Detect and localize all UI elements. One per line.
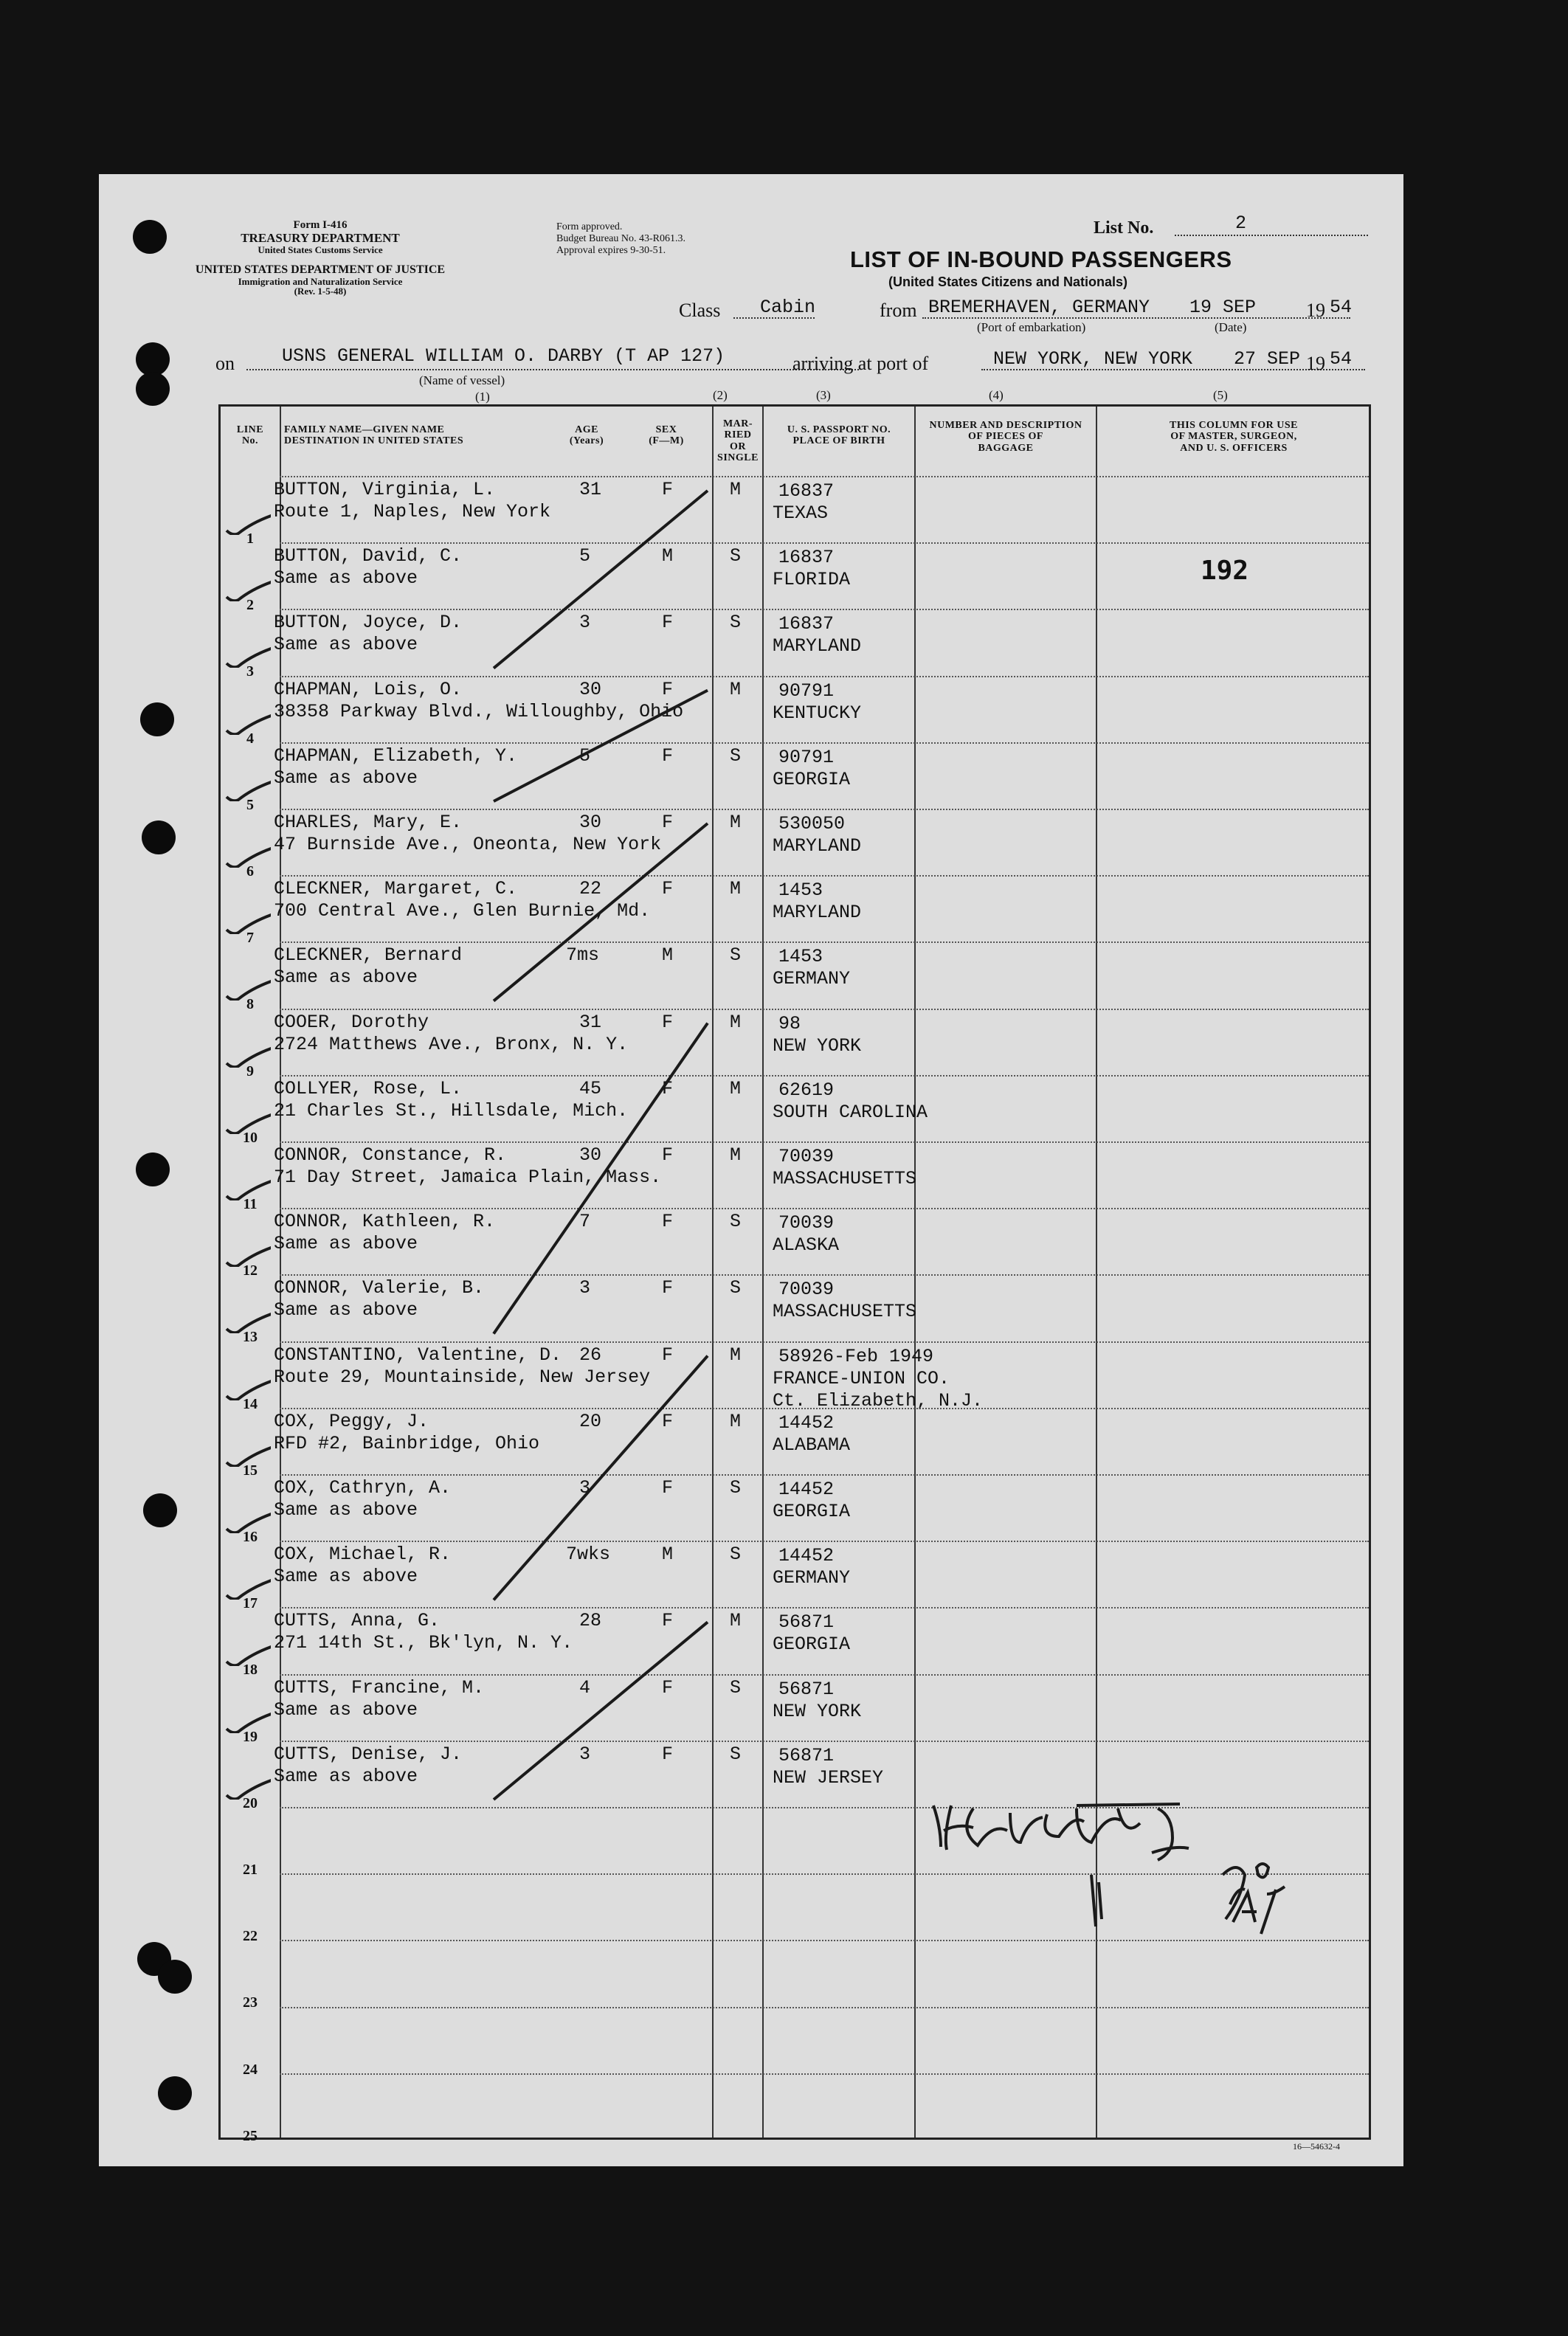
sex: F <box>662 479 674 500</box>
age: 3 <box>579 1743 591 1765</box>
age: 30 <box>579 812 602 833</box>
sex: F <box>662 1743 674 1765</box>
age: 30 <box>579 678 602 700</box>
age: 3 <box>579 612 591 634</box>
age: 5 <box>579 744 591 767</box>
place-of-birth: MARYLAND <box>773 635 862 657</box>
place-of-birth: ALABAMA <box>773 1434 851 1456</box>
form-title: LIST OF IN-BOUND PASSENGERS <box>850 246 1232 272</box>
sex: F <box>662 1011 674 1033</box>
line-number: 19 <box>243 1728 258 1745</box>
age: 3 <box>579 1477 591 1499</box>
age: 45 <box>579 1077 602 1099</box>
header-baggage: NUMBER AND DESCRIPTION OF PIECES OF BAGGAGE <box>929 420 1082 454</box>
list-no-line <box>1175 235 1368 236</box>
vessel-caption: (Name of vessel) <box>419 373 505 387</box>
place-of-birth: SOUTH CAROLINA <box>773 1101 928 1123</box>
line-number: 2 <box>246 597 254 614</box>
passport-number: 530050 <box>778 813 846 834</box>
footer-code: 16—54632-4 <box>1293 2141 1340 2152</box>
line-number: 25 <box>243 2127 258 2144</box>
passenger-name: CUTTS, Anna, G. <box>274 1610 441 1632</box>
age: 22 <box>579 878 602 900</box>
sex: M <box>662 1544 674 1566</box>
sex: F <box>662 744 674 767</box>
year-value-2: 54 <box>1330 348 1353 370</box>
sex: F <box>662 1144 674 1166</box>
arriving-label: arriving at port of <box>792 353 929 374</box>
place-of-birth: ALASKA <box>773 1234 840 1257</box>
passenger-table <box>218 404 1371 2144</box>
destination: 700 Central Ave., Glen Burnie, Md. <box>274 900 651 922</box>
place-of-birth: TEXAS <box>773 502 829 524</box>
header-married: MAR- RIED OR SINGLE <box>717 418 759 464</box>
marital-status: S <box>730 1477 742 1499</box>
marital-status: M <box>730 1410 742 1432</box>
date-caption: (Date) <box>1215 320 1247 334</box>
destination: 47 Burnside Ave., Oneonta, New York <box>274 834 662 855</box>
destination: Same as above <box>274 1699 418 1721</box>
header-sex: SEX (F—M) <box>649 424 684 447</box>
destination: Same as above <box>274 1499 418 1521</box>
sex: F <box>662 1077 674 1099</box>
sex: F <box>662 1610 674 1632</box>
vessel-name: USNS GENERAL WILLIAM O. DARBY (T AP 127) <box>282 345 725 367</box>
passport-number: 16837 <box>778 480 835 502</box>
form-number: Form I-416 <box>293 219 348 231</box>
age: 30 <box>579 1144 602 1166</box>
destination: Same as above <box>274 1566 418 1588</box>
line-number: 24 <box>243 2061 258 2078</box>
marital-status: M <box>730 812 742 833</box>
destination: Same as above <box>274 634 418 656</box>
on-label: on <box>215 353 235 374</box>
marital-status: S <box>730 744 742 767</box>
arrival-port: NEW YORK, NEW YORK <box>993 348 1193 370</box>
line-number: 12 <box>243 1262 258 1279</box>
marital-status: S <box>730 1277 742 1299</box>
passenger-name: CLECKNER, Bernard <box>274 944 463 967</box>
sex: F <box>662 1211 674 1233</box>
passenger-name: CHAPMAN, Lois, O. <box>274 678 463 700</box>
line-number: 9 <box>246 1062 254 1079</box>
year-prefix-2: 19 <box>1306 353 1325 374</box>
list-no-label: List No. <box>1094 218 1154 238</box>
punch-hole <box>140 702 174 736</box>
sex: F <box>662 1277 674 1299</box>
passport-number: 90791 <box>778 680 835 702</box>
marital-status: S <box>730 612 742 634</box>
passport-number: 1453 <box>778 946 823 968</box>
signature-mark <box>1091 1875 1102 1926</box>
punch-hole <box>136 372 170 406</box>
year-prefix: 19 <box>1306 300 1325 321</box>
destination: 2724 Matthews Ave., Bronx, N. Y. <box>274 1033 629 1055</box>
dept-name: TREASURY DEPARTMENT <box>241 230 400 245</box>
from-label: from <box>880 300 917 321</box>
justice-block <box>195 264 446 297</box>
passenger-name: BUTTON, David, C. <box>274 545 463 567</box>
year-value: 54 <box>1330 297 1353 318</box>
place-of-birth: FRANCE-UNION CO. <box>773 1367 950 1389</box>
passenger-name: BUTTON, Virginia, L. <box>274 479 496 500</box>
age: 28 <box>579 1610 602 1632</box>
agency-block <box>202 220 438 255</box>
marital-status: S <box>730 1211 742 1233</box>
destination: Same as above <box>274 1765 418 1787</box>
destination: 21 Charles St., Hillsdale, Mich. <box>274 1099 629 1122</box>
passport-number: 56871 <box>778 1744 835 1766</box>
marital-status: M <box>730 1610 742 1632</box>
destination: Same as above <box>274 767 418 789</box>
place-of-birth: GERMANY <box>773 968 851 990</box>
line-number: 3 <box>246 663 254 680</box>
destination: Route 1, Naples, New York <box>274 501 551 522</box>
group-tally-stroke <box>494 823 708 1001</box>
marital-status: M <box>730 678 742 700</box>
col-number-2: (2) <box>713 388 728 402</box>
age: 7 <box>579 1211 591 1233</box>
passenger-name: COOER, Dorothy <box>274 1011 429 1033</box>
signature-scrawl <box>933 1804 1189 1860</box>
col-number-3: (3) <box>816 388 831 402</box>
revision: (Rev. 1-5-48) <box>294 286 347 297</box>
passport-number: 58926-Feb 1949 <box>778 1345 934 1367</box>
from-date: 19 SEP <box>1189 297 1257 318</box>
line-number: 21 <box>243 1862 258 1878</box>
sex: F <box>662 612 674 634</box>
line-number: 10 <box>243 1129 258 1146</box>
sex: M <box>662 545 674 567</box>
line-number: 23 <box>243 1994 258 2011</box>
passenger-name: CLECKNER, Margaret, C. <box>274 878 518 900</box>
place-of-birth: MASSACHUSETTS <box>773 1301 917 1323</box>
age: 7ms <box>566 944 600 967</box>
marital-status: S <box>730 1676 742 1699</box>
line-number: 18 <box>243 1662 258 1679</box>
line-number: 7 <box>246 930 254 947</box>
header-name: FAMILY NAME—GIVEN NAME DESTINATION IN UNITED STATES <box>284 424 464 447</box>
sex: F <box>662 1477 674 1499</box>
marital-status: S <box>730 1743 742 1765</box>
line-number: 15 <box>243 1462 258 1479</box>
col-number-1: (1) <box>475 390 490 404</box>
passenger-name: CUTTS, Francine, M. <box>274 1676 485 1699</box>
marital-status: S <box>730 545 742 567</box>
expiry-text: Approval expires 9-30-51. <box>556 245 666 257</box>
place-of-birth: GEORGIA <box>773 768 851 790</box>
place-of-birth: FLORIDA <box>773 569 851 591</box>
passenger-name: CONNOR, Kathleen, R. <box>274 1211 496 1233</box>
sex: F <box>662 1676 674 1699</box>
arrival-date: 27 SEP <box>1234 348 1301 370</box>
punch-hole <box>143 1493 177 1527</box>
marital-status: S <box>730 944 742 967</box>
passport-number: 14452 <box>778 1545 835 1567</box>
marital-status: M <box>730 479 742 500</box>
passenger-name: CUTTS, Denise, J. <box>274 1743 463 1765</box>
age: 4 <box>579 1676 591 1699</box>
sex: F <box>662 678 674 700</box>
sex: F <box>662 812 674 833</box>
col-number-5: (5) <box>1213 388 1228 402</box>
marital-status: S <box>730 1544 742 1566</box>
destination: Same as above <box>274 567 418 590</box>
destination: Same as above <box>274 1233 418 1255</box>
passenger-name: COX, Cathryn, A. <box>274 1477 452 1499</box>
punch-hole <box>133 220 167 254</box>
passport-number: 56871 <box>778 1611 835 1634</box>
passport-number: 1453 <box>778 880 823 902</box>
vessel-line <box>246 369 859 370</box>
passport-number: 98 <box>778 1012 801 1034</box>
form-subtitle: (United States Citizens and Nationals) <box>888 274 1128 289</box>
ins-name: Immigration and Naturalization Service <box>238 275 403 287</box>
marital-status: M <box>730 1344 742 1366</box>
passenger-name: CONNOR, Constance, R. <box>274 1144 507 1166</box>
place-of-birth: GERMANY <box>773 1567 851 1589</box>
marital-status: M <box>730 1077 742 1099</box>
passport-number: 14452 <box>778 1411 835 1434</box>
destination: 38358 Parkway Blvd., Willoughby, Ohio <box>274 700 684 722</box>
line-number: 11 <box>243 1196 258 1212</box>
passport-number: 16837 <box>778 547 835 569</box>
line-number: 4 <box>246 730 254 747</box>
port-caption: (Port of embarkation) <box>977 320 1086 334</box>
age: 7wks <box>566 1544 611 1566</box>
marital-status: M <box>730 878 742 900</box>
passenger-name: COLLYER, Rose, L. <box>274 1077 463 1099</box>
group-tally-stroke <box>494 691 708 801</box>
col-number-4: (4) <box>989 388 1004 402</box>
customs-name: United States Customs Service <box>258 243 383 255</box>
sex: F <box>662 878 674 900</box>
place-of-birth: GEORGIA <box>773 1634 851 1656</box>
place-of-birth: MASSACHUSETTS <box>773 1168 917 1189</box>
justice-name: UNITED STATES DEPARTMENT OF JUSTICE <box>195 263 446 276</box>
passport-number: 70039 <box>778 1279 835 1301</box>
destination: 271 14th St., Bk'lyn, N. Y. <box>274 1632 573 1654</box>
destination: 71 Day Street, Jamaica Plain, Mass. <box>274 1167 662 1188</box>
passenger-name: CONNOR, Valerie, B. <box>274 1277 485 1299</box>
line-number: 6 <box>246 863 254 880</box>
class-value: Cabin <box>760 297 816 318</box>
age: 3 <box>579 1277 591 1299</box>
destination: Route 29, Mountainside, New Jersey <box>274 1366 651 1388</box>
sex: F <box>662 1410 674 1432</box>
passenger-name: COX, Michael, R. <box>274 1544 452 1566</box>
passport-number: 90791 <box>778 746 835 768</box>
sex: M <box>662 944 674 967</box>
destination: RFD #2, Bainbridge, Ohio <box>274 1432 540 1454</box>
place-of-birth: MARYLAND <box>773 902 862 924</box>
passport-number: 70039 <box>778 1146 835 1167</box>
header-passport: U. S. PASSPORT NO. PLACE OF BIRTH <box>787 424 891 447</box>
line-number: 1 <box>246 531 254 547</box>
sex: F <box>662 1344 674 1366</box>
annotation-layer <box>221 407 1372 2140</box>
place-of-birth: GEORGIA <box>773 1501 851 1522</box>
punch-hole <box>158 2076 192 2110</box>
age: 31 <box>579 479 602 500</box>
punch-hole <box>142 820 176 854</box>
age: 5 <box>579 545 591 567</box>
age: 26 <box>579 1344 602 1366</box>
age: 31 <box>579 1011 602 1033</box>
passenger-name: CONSTANTINO, Valentine, D. <box>274 1344 562 1366</box>
line-number: 16 <box>243 1529 258 1545</box>
line-number: 22 <box>243 1928 258 1945</box>
line-number: 8 <box>246 996 254 1013</box>
age: 20 <box>579 1410 602 1432</box>
marital-status: M <box>730 1144 742 1166</box>
approval-text: Form approved. <box>556 221 623 232</box>
place-of-birth: KENTUCKY <box>773 702 862 724</box>
line-number: 14 <box>243 1395 258 1412</box>
passport-number: 62619 <box>778 1079 835 1101</box>
group-tally-stroke <box>494 491 708 668</box>
place-of-birth-2: Ct. Elizabeth, N.J. <box>773 1389 984 1411</box>
place-of-birth: NEW JERSEY <box>773 1766 884 1789</box>
place-of-birth: NEW YORK <box>773 1034 862 1057</box>
header-age: AGE (Years) <box>569 424 604 447</box>
passenger-name: BUTTON, Joyce, D. <box>274 612 463 634</box>
place-of-birth: NEW YORK <box>773 1700 862 1722</box>
passenger-name: CHARLES, Mary, E. <box>274 812 463 833</box>
destination: Same as above <box>274 1299 418 1321</box>
time-note-mark <box>1223 1864 1285 1934</box>
list-no-value: 2 <box>1235 212 1247 234</box>
header-line-no: LINE No. <box>236 424 264 447</box>
line-number: 13 <box>243 1329 258 1346</box>
passport-number: 70039 <box>778 1212 835 1234</box>
group-tally-stroke <box>494 1023 708 1334</box>
header-officers: THIS COLUMN FOR USE OF MASTER, SURGEON, AND U. S. OFFICERS <box>1169 420 1299 454</box>
place-of-birth: MARYLAND <box>773 835 862 857</box>
passport-number: 14452 <box>778 1479 835 1500</box>
line-number: 5 <box>246 796 254 813</box>
passenger-name: CHAPMAN, Elizabeth, Y. <box>274 744 518 767</box>
line-number: 17 <box>243 1595 258 1612</box>
punch-hole <box>136 1153 170 1186</box>
line-number: 20 <box>243 1794 258 1811</box>
passenger-name: COX, Peggy, J. <box>274 1410 429 1432</box>
group-tally-stroke <box>494 1356 708 1600</box>
class-label: Class <box>679 300 721 321</box>
officer-note: 192 <box>1201 556 1249 586</box>
approval-block <box>556 221 685 257</box>
destination: Same as above <box>274 967 418 989</box>
budget-text: Budget Bureau No. 43-R061.3. <box>556 233 685 245</box>
marital-status: M <box>730 1011 742 1033</box>
passport-number: 16837 <box>778 613 835 635</box>
group-tally-stroke <box>494 1622 708 1800</box>
punch-hole <box>158 1960 192 1994</box>
from-port: BREMERHAVEN, GERMANY <box>928 297 1150 318</box>
passport-number: 56871 <box>778 1678 835 1700</box>
